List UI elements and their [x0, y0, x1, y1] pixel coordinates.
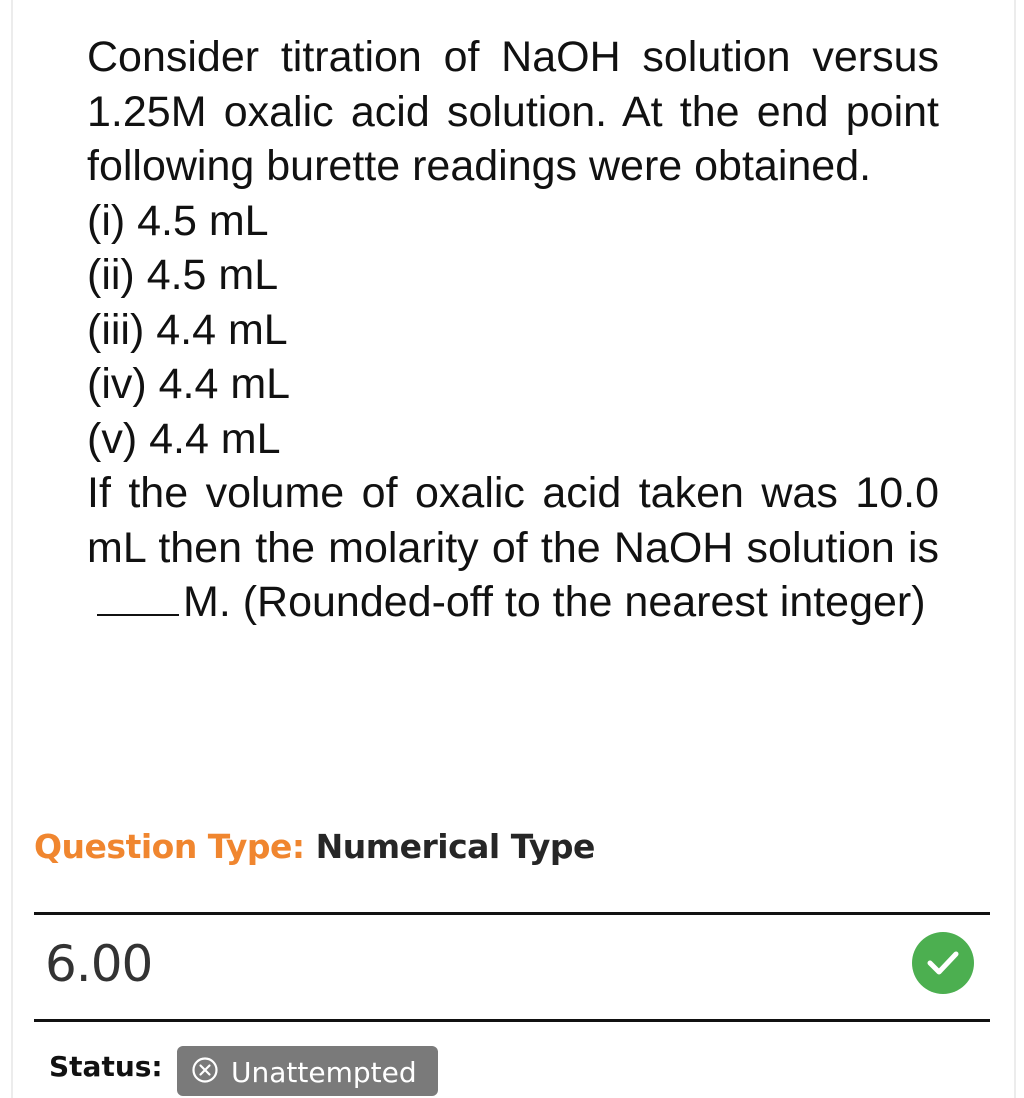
reading-item: (v) 4.4 mL: [87, 414, 281, 463]
reading-item: (iv) 4.4 mL: [87, 360, 291, 408]
prompt-after-blank: M. (Rounded-off to the nearest integer): [183, 578, 926, 626]
status-badge-text: Unattempted: [231, 1056, 417, 1089]
checkmark-icon: [926, 949, 960, 977]
reading-item: (ii) 4.5 mL: [87, 251, 279, 299]
answer-value: 6.00: [45, 935, 153, 993]
answer-blank: [97, 580, 179, 616]
x-circle-icon: [191, 1056, 219, 1091]
reading-item: (i) 4.5 mL: [87, 196, 269, 245]
question-type: [34, 827, 595, 866]
status-label: Status:: [49, 1050, 163, 1083]
prompt-before-blank: If the volume of oxalic acid taken was 10.0 mL then the molarity of the NaOH solution is: [87, 469, 939, 572]
reading-item: (iii) 4.4 mL: [87, 305, 288, 354]
reading-list: [87, 194, 939, 467]
status-badge: [177, 1046, 438, 1096]
question-intro: Consider titration of NaOH solution versus 1.25M oxalic acid solution. At the end point following burette readings were obtained.: [87, 33, 939, 190]
answer-bottom-divider: [34, 1019, 990, 1022]
check-circle-icon: [912, 932, 974, 994]
answer-top-divider: [34, 912, 990, 915]
question-type-label: Question Type:: [34, 827, 305, 866]
question-text: [87, 30, 939, 630]
question-type-value: Numerical Type: [315, 827, 595, 866]
question-prompt: [87, 466, 939, 630]
